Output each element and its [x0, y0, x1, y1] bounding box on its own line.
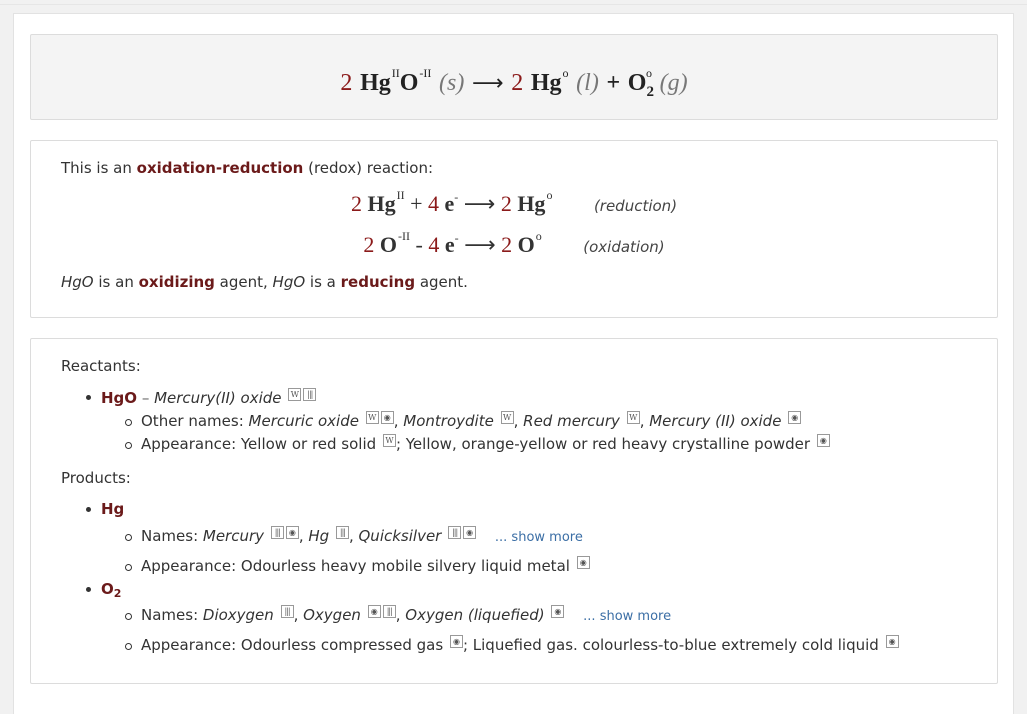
- redox-box: [30, 140, 998, 318]
- name-item: Oxygen (liquefied): [405, 606, 545, 624]
- equation-box: [30, 34, 998, 120]
- oxidizing-link[interactable]: oxidizing: [138, 273, 215, 291]
- coefficient: 2: [340, 70, 353, 96]
- redox-intro: [61, 159, 433, 177]
- species-o: O: [399, 70, 419, 96]
- barcode-icon[interactable]: |||: [281, 605, 294, 618]
- globe-icon[interactable]: ◉: [463, 526, 476, 539]
- reduction-label: (reduction): [593, 197, 678, 215]
- name-item: Mercury: [202, 527, 265, 545]
- sub-bullet: [125, 643, 132, 650]
- oxidation-state: II: [391, 66, 400, 80]
- reaction-arrow: ⟶: [463, 192, 496, 217]
- globe-icon[interactable]: ◉: [381, 411, 394, 424]
- label: Other names:: [141, 412, 249, 430]
- coefficient: 2: [501, 232, 513, 257]
- product-o2: [101, 580, 121, 598]
- bullet: [86, 395, 91, 400]
- balanced-equation: [31, 66, 997, 100]
- oxidation-state: o: [562, 66, 569, 80]
- name-item: Quicksilver: [358, 527, 442, 545]
- species-o2: O: [627, 70, 647, 96]
- wikipedia-icon[interactable]: W: [383, 434, 396, 447]
- sub-bullet: [125, 613, 132, 620]
- label: Appearance:: [141, 557, 241, 575]
- hg-names: Names: Mercury ||| ◉ , Hg ||| , Quicksilver ||| ◉ ... show more: [141, 527, 583, 545]
- o2-formula: O: [101, 580, 114, 598]
- sub-bullet: [125, 442, 132, 449]
- species-hg: Hg: [367, 191, 396, 216]
- hg-link[interactable]: Hg: [101, 500, 125, 518]
- separator: –: [137, 389, 155, 407]
- name-item: Montroydite: [403, 412, 494, 430]
- top-divider: [0, 4, 1027, 5]
- globe-icon[interactable]: ◉: [886, 635, 899, 648]
- coefficient: 4: [428, 191, 439, 216]
- barcode-icon[interactable]: |||: [448, 526, 461, 539]
- barcode-icon[interactable]: |||: [383, 605, 396, 618]
- name-item: Mercury (II) oxide: [649, 412, 782, 430]
- subscript: 2: [646, 84, 654, 100]
- coefficient: 2: [350, 191, 362, 216]
- products-heading: Products:: [61, 469, 131, 487]
- barcode-icon[interactable]: |||: [336, 526, 349, 539]
- electron-charge: -: [454, 231, 459, 245]
- species-hg: Hg: [530, 70, 562, 96]
- intro-text: (redox) reaction:: [303, 159, 434, 177]
- plus-sign: +: [410, 191, 423, 216]
- subscript: 2: [113, 587, 122, 600]
- name-item: Hg: [308, 527, 330, 545]
- appearance-text: Yellow or red solid: [240, 435, 377, 453]
- reactants-heading: Reactants:: [61, 357, 141, 375]
- name-item: Oxygen: [303, 606, 361, 624]
- name-item: Dioxygen: [202, 606, 274, 624]
- wikipedia-icon[interactable]: W: [288, 388, 301, 401]
- sub-bullet: [125, 564, 132, 571]
- label: Appearance:: [141, 636, 241, 654]
- barcode-icon[interactable]: |||: [303, 388, 316, 401]
- oxidation-state: II: [396, 188, 405, 202]
- minus-sign: -: [415, 232, 423, 257]
- o2-link[interactable]: [101, 580, 121, 598]
- coefficient: 2: [363, 232, 375, 257]
- appearance-text: Odourless compressed gas: [240, 636, 444, 654]
- globe-icon[interactable]: ◉: [368, 605, 381, 618]
- wikipedia-icon[interactable]: W: [627, 411, 640, 424]
- label: Names:: [141, 527, 203, 545]
- reducing-link[interactable]: reducing: [340, 273, 416, 291]
- hgo-link[interactable]: HgO: [101, 389, 138, 407]
- agent-text: agent.: [415, 273, 468, 291]
- barcode-icon[interactable]: |||: [271, 526, 284, 539]
- globe-icon[interactable]: ◉: [450, 635, 463, 648]
- bullet: [86, 587, 91, 592]
- reaction-arrow: ⟶: [464, 233, 496, 258]
- agent-text: agent,: [214, 273, 273, 291]
- agent-text: is a: [305, 273, 341, 291]
- appearance-text: ; Liquefied gas. colourless-to-blue extremely cold liquid: [462, 636, 879, 654]
- plus-sign: +: [606, 70, 621, 96]
- o2-names: Names: Dioxygen ||| , Oxygen ◉ ||| , Oxygen (liquefied) ◉ ... show more: [141, 606, 672, 624]
- globe-icon[interactable]: ◉: [788, 411, 801, 424]
- agent-formula: HgO: [61, 273, 94, 291]
- species-box: [30, 338, 998, 684]
- hg-appearance: [141, 556, 590, 575]
- coefficient: 2: [500, 191, 512, 216]
- oxidation-state: o: [535, 229, 542, 243]
- state-liquid: (l): [576, 70, 599, 96]
- agent-text: is an: [93, 273, 139, 291]
- species-o: O: [517, 232, 535, 257]
- hgo-name: Mercury(II) oxide: [154, 389, 282, 407]
- intro-text: This is an: [61, 159, 137, 177]
- oxidation-state: -II: [397, 229, 410, 243]
- electron-charge: -: [454, 190, 459, 204]
- name-item: Red mercury: [523, 412, 620, 430]
- reaction-page: [13, 13, 1014, 714]
- state-gas: (g): [659, 70, 688, 96]
- label: Appearance:: [141, 435, 241, 453]
- hgo-other-names: Other names: Mercuric oxide W ◉ , Montroydite W , Red mercury W , Mercury (II) oxide ◉: [141, 411, 801, 430]
- show-more-link[interactable]: ... show more: [494, 530, 583, 545]
- agents-line: [61, 273, 468, 291]
- coefficient: 2: [511, 70, 524, 96]
- o2-appearance: [141, 635, 899, 654]
- hgo-appearance: [141, 434, 830, 453]
- agent-formula: HgO: [272, 273, 306, 291]
- globe-icon[interactable]: ◉: [286, 526, 299, 539]
- oxidation-state: o: [546, 188, 553, 202]
- electron: e: [444, 232, 455, 257]
- redox-link[interactable]: oxidation-reduction: [136, 159, 304, 177]
- bullet: [86, 507, 91, 512]
- oxidation-state: o: [645, 66, 652, 80]
- species-o: O: [379, 232, 397, 257]
- product-hg: [101, 500, 124, 518]
- globe-icon[interactable]: ◉: [817, 434, 830, 447]
- globe-icon[interactable]: ◉: [551, 605, 564, 618]
- state-solid: (s): [439, 70, 465, 96]
- oxidation-state: -II: [419, 66, 432, 80]
- appearance-text: ; Yellow, orange-yellow or red heavy crystalline powder: [395, 435, 811, 453]
- globe-icon[interactable]: ◉: [577, 556, 590, 569]
- electron: e: [444, 191, 455, 216]
- appearance-text: Odourless heavy mobile silvery liquid metal: [240, 557, 570, 575]
- oxidation-label: (oxidation): [583, 238, 665, 256]
- species-hg: Hg: [517, 191, 546, 216]
- show-more-link[interactable]: ... show more: [583, 609, 672, 624]
- reaction-arrow: ⟶: [472, 71, 504, 96]
- species-hg: Hg: [360, 70, 391, 96]
- coefficient: 4: [428, 232, 440, 257]
- sub-bullet: [125, 534, 132, 541]
- reduction-half-reaction: [31, 188, 997, 217]
- wikipedia-icon[interactable]: W: [366, 411, 379, 424]
- name-item: Mercuric oxide: [248, 412, 359, 430]
- wikipedia-icon[interactable]: W: [501, 411, 514, 424]
- label: Names:: [141, 606, 203, 624]
- oxidation-half-reaction: [31, 229, 997, 258]
- reactant-hgo: [101, 388, 316, 407]
- sub-bullet: [125, 419, 132, 426]
